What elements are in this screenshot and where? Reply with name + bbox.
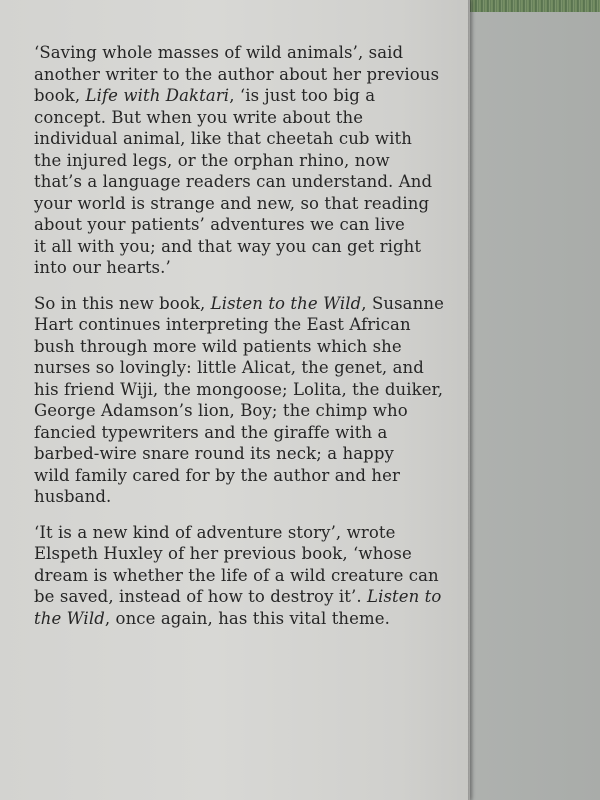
text-line xyxy=(34,85,454,107)
book-title-italic: Life with Daktari xyxy=(85,86,230,105)
text-line xyxy=(34,422,454,444)
text-segment: the injured legs, or the orphan rhino, now xyxy=(34,150,390,170)
text-line xyxy=(34,236,454,258)
text-line xyxy=(34,257,454,279)
text-line xyxy=(34,465,454,487)
text-line xyxy=(34,379,454,401)
text-line xyxy=(34,357,454,379)
text-segment: about your patients’ adventures we can live xyxy=(34,215,405,234)
text-line xyxy=(34,107,454,129)
text-line xyxy=(34,586,454,608)
text-segment: wild family cared for by the author and her xyxy=(34,465,400,485)
text-line xyxy=(34,608,454,630)
text-segment: , ‘is just too big a xyxy=(229,86,376,105)
text-line xyxy=(34,214,454,236)
text-segment: your world is strange and new, so that reading xyxy=(34,193,430,213)
text-line xyxy=(34,400,454,422)
text-line xyxy=(34,486,454,508)
text-line xyxy=(34,128,454,150)
text-line xyxy=(34,336,454,358)
text-segment: nurses so lovingly: little Alicat, the genet, and xyxy=(34,358,424,377)
text-segment: Elspeth Huxley of her previous book, ‘whose xyxy=(34,544,412,563)
text-segment: that’s a language readers can understand. And xyxy=(34,172,433,191)
text-segment: , once again, has this vital theme. xyxy=(104,608,390,628)
text-segment: it all with you; and that way you can get right xyxy=(34,236,422,256)
text-line xyxy=(34,543,454,565)
text-segment: individual animal, like that cheetah cub with xyxy=(34,129,412,148)
text-segment: husband. xyxy=(34,487,112,506)
text-segment: book, xyxy=(34,86,86,105)
text-segment: barbed-wire snare round its neck; a happy xyxy=(34,444,394,463)
text-segment: , Susanne xyxy=(361,293,444,313)
text-segment: bush through more wild patients which she xyxy=(34,336,402,356)
text-line xyxy=(34,314,454,336)
text-segment: concept. But when you write about the xyxy=(34,107,364,127)
text-line xyxy=(34,171,454,193)
text-segment: So in this new book, xyxy=(34,293,211,313)
text-segment: fancied typewriters and the giraffe with a xyxy=(34,422,388,442)
text-segment: ‘It is a new kind of adventure story’, wrote xyxy=(34,522,396,542)
paragraph-2 xyxy=(34,293,454,508)
text-segment: ‘Saving whole masses of wild animals’, said xyxy=(34,43,404,62)
text-segment: be saved, instead of how to destroy it’. xyxy=(34,587,368,606)
text-line xyxy=(34,193,454,215)
book-title-italic: the Wild xyxy=(34,608,105,628)
book-title-italic: Listen to xyxy=(367,587,442,606)
text-segment: dream is whether the life of a wild creature can xyxy=(34,565,439,585)
text-line xyxy=(34,42,454,64)
book-title-italic: Listen to the Wild xyxy=(210,293,362,313)
text-segment: Hart continues interpreting the East African xyxy=(34,315,411,334)
text-segment: his friend Wiji, the mongoose; Lolita, the duiker, xyxy=(34,379,444,399)
text-segment: George Adamson’s lion, Boy; the chimp who xyxy=(34,401,408,420)
text-line xyxy=(34,443,454,465)
text-line xyxy=(34,522,454,544)
text-line xyxy=(34,293,454,315)
page-edge-shadow xyxy=(468,0,474,800)
paragraph-3 xyxy=(34,522,454,630)
text-segment: into our hearts.’ xyxy=(34,258,171,277)
blurb-text xyxy=(34,42,454,643)
text-segment: another writer to the author about her previous xyxy=(34,64,440,84)
text-line xyxy=(34,150,454,172)
text-line xyxy=(34,565,454,587)
text-line xyxy=(34,64,454,86)
paragraph-1 xyxy=(34,42,454,279)
book-cover-edge xyxy=(466,0,600,12)
